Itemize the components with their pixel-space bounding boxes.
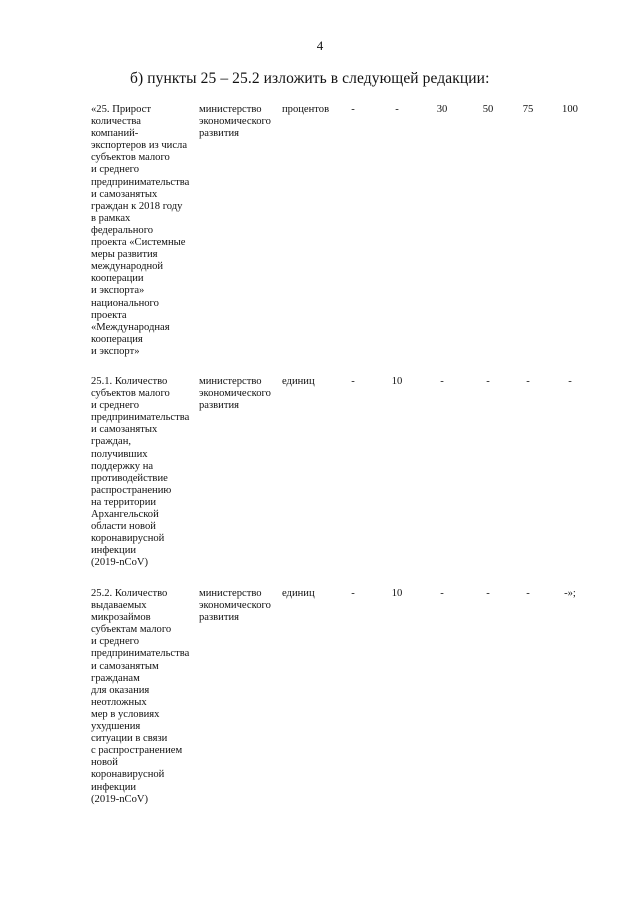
value-cell: 50 xyxy=(482,104,494,115)
section-heading: б) пункты 25 – 25.2 изложить в следующей редакции: xyxy=(130,70,490,87)
value-cell: - xyxy=(486,588,490,599)
responsible-organization: министерство экономического развития xyxy=(199,376,271,412)
value-cell: - xyxy=(526,376,530,387)
value-cell: 30 xyxy=(436,104,448,115)
indicator-name: «25. Прирост количества компаний- экспортеров из числа субъектов малого и среднего предпринимательства и самозанятых граждан к 2018 году в рамках федерального проекта «Системные меры развития международной кооперации и экспорта» национального проекта «Международная кооперация и экспорт» xyxy=(91,104,190,357)
value-cell: -»; xyxy=(564,588,576,599)
indicator-name: 25.2. Количество выдаваемых микрозаймов субъектам малого и среднего предпринимательства и самозанятым гражданам для оказания неотложных мер в условиях ухудшения ситуации в связи с распространением новой коронавирусной инфекции (2019-nCoV) xyxy=(91,588,190,805)
value-cell: 75 xyxy=(522,104,534,115)
value-cell: - xyxy=(440,376,444,387)
unit-of-measure: единиц xyxy=(282,376,315,387)
value-cell: - xyxy=(351,104,355,115)
value-cell: 100 xyxy=(562,104,578,115)
value-cell: - xyxy=(395,104,399,115)
indicator-name: 25.1. Количество субъектов малого и среднего предпринимательства и самозанятых граждан, получивших поддержку на противодействие распространению на территории Архангельской области новой коронавирусной инфекции (2019-nCoV) xyxy=(91,376,190,569)
value-cell: 10 xyxy=(391,376,403,387)
value-cell: - xyxy=(351,588,355,599)
value-cell: - xyxy=(486,376,490,387)
unit-of-measure: единиц xyxy=(282,588,315,599)
page-number: 4 xyxy=(316,38,324,53)
value-cell: - xyxy=(351,376,355,387)
value-cell: - xyxy=(440,588,444,599)
responsible-organization: министерство экономического развития xyxy=(199,104,271,140)
value-cell: 10 xyxy=(391,588,403,599)
unit-of-measure: процентов xyxy=(282,104,330,115)
responsible-organization: министерство экономического развития xyxy=(199,588,271,624)
value-cell: - xyxy=(568,376,572,387)
value-cell: - xyxy=(526,588,530,599)
